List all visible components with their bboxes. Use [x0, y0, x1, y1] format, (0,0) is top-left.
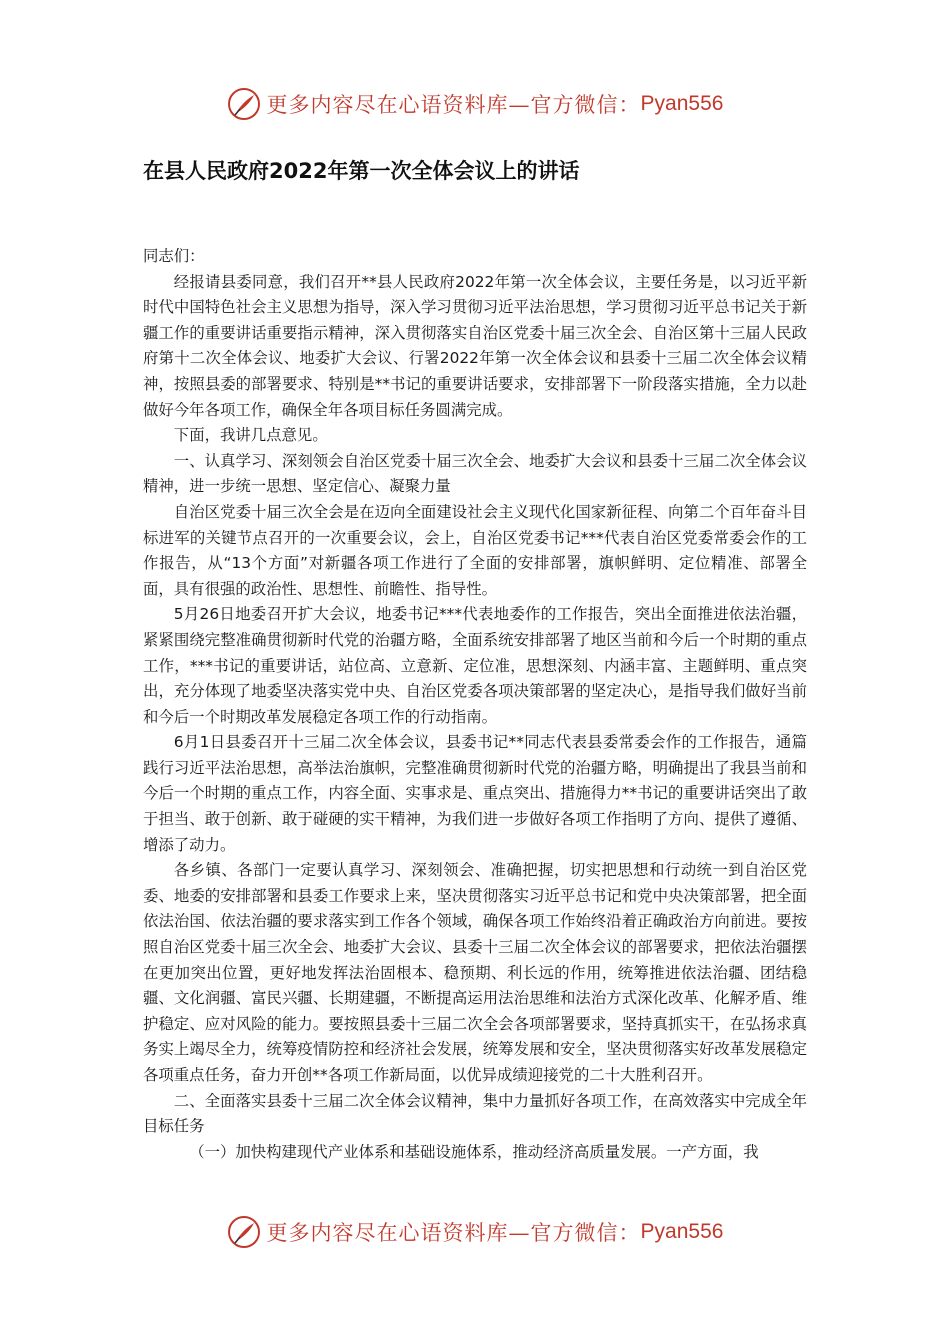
section-heading-2: 二、全面落实县委十三届二次全体会议精神，集中力量抓好各项工作，在高效落实中完成全年目标任务: [143, 1091, 807, 1136]
paragraph-intro: 经报请县委同意，我们召开**县人民政府2022年第一次全体会议，主要任务是，以习近平新时代中国特色社会主义思想为指导，深入学习贯彻习近平法治思想，学习贯彻习近平总书记关于新疆工作的重要讲话重要指示精神，深入贯彻落实自治区党委十届三次全会、自治区第十三届人民政府第十二次全体会议、地委扩大会议、行署2022年第一次全体会议和县委十三届二次全体会议精神，按照县委的部署要求、特别是**书记的重要讲话要求，安排部署下一阶段落实措施，全力以赴做好今年各项工作，确保全年各项目标任务圆满完成。: [143, 272, 807, 419]
feather-pen-logo-icon: [227, 87, 261, 121]
paragraph-prefecture-meeting: 5月26日地委召开扩大会议，地委书记***代表地委作的工作报告，突出全面推进依法治疆，紧紧围绕完整准确贯彻新时代党的治疆方略，全面系统安排部署了地区当前和今后一个时期的重点工作，***书记的重要讲话，站位高、立意新、定位准，思想深刻、内涵丰富、主题鲜明、重点突出，充分体现了地委坚决落实党中央、自治区党委各项决策部署的坚定决心，是指导我们做好当前和今后一个时期改革发展稳定各项工作的行动指南。: [143, 605, 807, 726]
paragraph-regional-plenary: 自治区党委十届三次全会是在迈向全面建设社会主义现代化国家新征程、向第二个百年奋斗目标进军的关键节点召开的一次重要会议，会上，自治区党委书记***代表自治区党委常委会作的工作报告，从“13个方面”对新疆各项工作进行了全面的安排部署，旗帜鲜明、定位精准、部署全面，具有很强的政治性、思想性、前瞻性、指导性。: [143, 502, 807, 598]
paragraph-transition: 下面，我讲几点意见。: [173, 426, 328, 445]
subsection-heading-1: （一）加快构建现代产业体系和基础设施体系，推动经济高质量发展。一产方面，我: [189, 1142, 759, 1161]
paragraph-county-plenary: 6月1日县委召开十三届二次全体会议，县委书记**同志代表县委常委会作的工作报告，通篇践行习近平法治思想，高举法治旗帜，完整准确贯彻新时代党的治疆方略，明确提出了我县当前和今后一个时期的重点工作，内容全面、实事求是、重点突出、措施得力**书记的重要讲话突出了敢于担当、敢于创新、敢于碰硬的实干精神，为我们进一步做好各项工作指明了方向、提供了遵循、增添了动力。: [143, 733, 807, 854]
watermark-wechat-id: Pyan556: [640, 92, 724, 115]
watermark-wechat-id: Pyan556: [640, 1220, 724, 1243]
section-heading-1: 一、认真学习、深刻领会自治区党委十届三次全会、地委扩大会议和县委十三届二次全体会议精神，进一步统一思想、坚定信心、凝聚力量: [143, 451, 807, 496]
watermark-text: 更多内容尽在心语资料库—官方微信：: [266, 93, 641, 117]
document-body: [143, 244, 807, 1165]
document-title: 在县人民政府2022年第一次全体会议上的讲话: [143, 159, 580, 183]
salutation: 同志们：: [143, 247, 205, 265]
feather-pen-logo-icon: [227, 1215, 261, 1249]
header-watermark-banner: [0, 84, 950, 124]
paragraph-requirements: 各乡镇、各部门一定要认真学习、深刻领会、准确把握，切实把思想和行动统一到自治区党委、地委的安排部署和县委工作要求上来，坚决贯彻落实习近平总书记和党中央决策部署，把全面依法治国、依法治疆的要求落实到工作各个领域，确保各项工作始终沿着正确政治方向前进。要按照自治区党委十届三次全会、地委扩大会议、县委十三届二次全体会议的部署要求，把依法治疆摆在更加突出位置，更好地发挥法治固根本、稳预期、利长远的作用，统筹推进依法治疆、团结稳疆、文化润疆、富民兴疆、长期建疆，不断提高运用法治思维和法治方式深化改革、化解矛盾、维护稳定、应对风险的能力。要按照县委十三届二次全会各项部署要求，坚持真抓实干，在弘扬求真务实上竭尽全力，统筹疫情防控和经济社会发展，统筹发展和安全，坚决贯彻落实好改革发展稳定各项重点任务，奋力开创**各项工作新局面，以优异成绩迎接党的二十大胜利召开。: [143, 861, 807, 1084]
footer-watermark-banner: [0, 1212, 950, 1252]
watermark-text: 更多内容尽在心语资料库—官方微信：: [266, 1221, 641, 1245]
